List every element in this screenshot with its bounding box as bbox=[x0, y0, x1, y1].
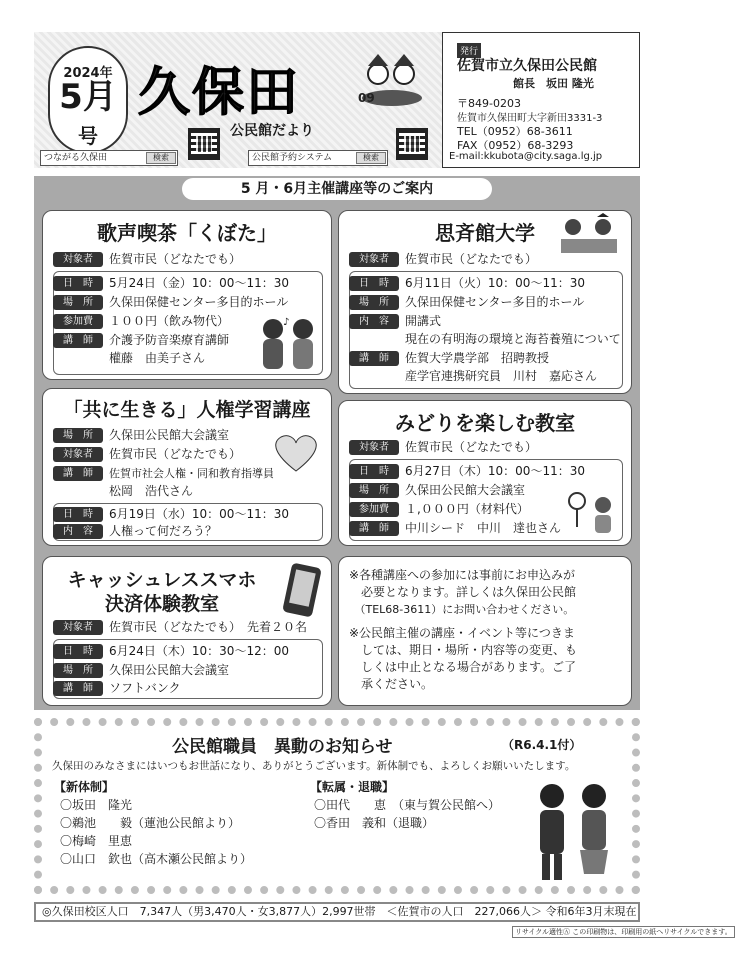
publisher-director: 館長 坂田 隆光 bbox=[513, 77, 594, 90]
card-jinken-gakushu bbox=[42, 388, 332, 546]
svg-text:09: 09 bbox=[358, 91, 375, 105]
card-midori bbox=[338, 400, 632, 546]
lecturer-value: ソフトバンク bbox=[109, 681, 181, 695]
tsunagaru-search-box[interactable] bbox=[40, 150, 178, 166]
lecturer-row bbox=[349, 520, 561, 537]
target-value: 佐賀市民（どなたでも） bbox=[109, 447, 242, 461]
date-row bbox=[53, 506, 289, 523]
date-tag: 日 時 bbox=[349, 276, 399, 291]
date-value: 6月19日（水）10：00～11：30 bbox=[109, 507, 289, 521]
lecturer-tag: 講 師 bbox=[349, 351, 399, 366]
fee-tag: 参加費 bbox=[53, 314, 103, 329]
population-text: ◎久保田校区人口 7,347人（男3,470人・女3,877人）2,997世帯 ＜佐賀市の人口 227,066人＞ 令和6年3月末現在 bbox=[42, 905, 637, 918]
notice-line: しては、期日・場所・内容等の変更、も bbox=[349, 643, 578, 657]
lecturer-row bbox=[53, 680, 181, 697]
card-title: 「共に生きる」人権学習講座 bbox=[63, 399, 311, 421]
date-value: 6月24日（木）10：30～12：00 bbox=[109, 644, 289, 658]
publisher-email[interactable]: E-mail:kkubota@city.saga.lg.jp bbox=[449, 151, 603, 162]
recycle-mark: リサイクル適性Ⓐ この印刷物は、印刷用の紙へリサイクルできます。 bbox=[512, 926, 735, 938]
notice-line: しくは中止となる場合があります。ご了 bbox=[349, 660, 577, 674]
new-staff-item: 〇坂田 隆光 bbox=[60, 798, 133, 812]
target-value: 佐賀市民（どなたでも） bbox=[405, 440, 538, 454]
new-staff-item: 〇梅崎 里恵 bbox=[60, 834, 133, 848]
date-row bbox=[349, 275, 585, 292]
target-tag: 対象者 bbox=[349, 252, 399, 267]
publisher-name: 佐賀市立久保田公民館 bbox=[457, 58, 597, 74]
publisher-fax: FAX（0952）68-3293 bbox=[457, 139, 574, 152]
date-value: 6月27日（木）10：00～11：30 bbox=[405, 464, 585, 478]
date-row bbox=[53, 643, 289, 660]
place-tag: 場 所 bbox=[53, 428, 103, 443]
lecturer-tag: 講 師 bbox=[53, 466, 103, 481]
place-value: 久保田公民館大会議室 bbox=[405, 483, 526, 497]
transfer-heading: 【転属・退職】 bbox=[310, 780, 395, 794]
place-value: 久保田保健センター多目的ホール bbox=[109, 295, 289, 309]
publisher-tel: TEL（0952）68-3611 bbox=[457, 125, 573, 138]
date-tag: 日 時 bbox=[53, 276, 103, 291]
lecturer-row bbox=[349, 350, 549, 367]
staff-title: 公民館職員 異動のお知らせ bbox=[172, 737, 393, 757]
courses-panel bbox=[34, 176, 640, 710]
target-row bbox=[349, 439, 537, 456]
bowing-staff-illustration bbox=[528, 778, 620, 888]
publisher-address: 佐賀市久保田町大字新田3331-3 bbox=[457, 113, 603, 124]
place-row bbox=[349, 482, 525, 499]
courses-section-title: 5 月・6月主催講座等のご案内 bbox=[182, 178, 492, 200]
date-row bbox=[349, 463, 585, 480]
place-tag: 場 所 bbox=[53, 663, 103, 678]
content-tag: 内 容 bbox=[53, 524, 103, 539]
place-value: 久保田公民館大会議室 bbox=[109, 428, 230, 442]
qr-code-tsunagaru[interactable] bbox=[188, 128, 220, 160]
reservation-search-button[interactable]: 検索 bbox=[356, 152, 386, 164]
target-row bbox=[53, 251, 241, 268]
target-tag: 対象者 bbox=[349, 440, 399, 455]
target-tag: 対象者 bbox=[53, 252, 103, 267]
target-value: 佐賀市民（どなたでも） bbox=[405, 252, 538, 266]
notice-line: 必要となります。詳しくは久保田公民館 bbox=[349, 585, 577, 599]
place-value: 久保田保健センター多目的ホール bbox=[405, 295, 585, 309]
publisher-tag: 発行 bbox=[457, 43, 481, 58]
issue-month: 5月 bbox=[59, 77, 117, 117]
card-shisaikan-daigaku bbox=[338, 210, 632, 394]
lecturer-row bbox=[53, 465, 274, 482]
smartphone-illustration bbox=[279, 563, 325, 619]
gardening-illustration bbox=[561, 487, 621, 537]
qr-code-reservation[interactable] bbox=[396, 128, 428, 160]
fee-row bbox=[349, 501, 529, 518]
issue-year: 2024年 bbox=[63, 66, 113, 81]
tsunagaru-label: つながる久保田 bbox=[44, 153, 108, 163]
place-tag: 場 所 bbox=[349, 295, 399, 310]
notice-box bbox=[338, 556, 632, 706]
lecturer-value: 佐賀市社会人権・同和教育指導員 bbox=[109, 467, 274, 480]
target-row bbox=[53, 619, 307, 636]
newsletter-title: 久保田 bbox=[138, 63, 301, 123]
card-title: 思斉館大学 bbox=[435, 221, 535, 245]
place-row bbox=[53, 294, 288, 311]
content-tag: 内 容 bbox=[349, 314, 399, 329]
new-staff-item: 〇鵜池 毅（蓮池公民館より） bbox=[60, 816, 241, 830]
heart-illustration bbox=[265, 425, 327, 477]
lecturer-tag: 講 師 bbox=[53, 681, 103, 696]
place-value: 久保田公民館大会議室 bbox=[109, 663, 230, 677]
newsletter-subtitle: 公民館だより bbox=[230, 123, 314, 139]
transfer-item: 〇田代 恵 （東与賀公民館へ） bbox=[314, 798, 501, 812]
content-detail: 現在の有明海の環境と海苔養殖について bbox=[405, 332, 621, 346]
fee-value: １,０００円（材料代） bbox=[405, 502, 529, 516]
place-tag: 場 所 bbox=[53, 295, 103, 310]
target-value: 佐賀市民（どなたでも） 先着２０名 bbox=[109, 620, 308, 634]
target-row bbox=[53, 446, 241, 463]
students-illustration bbox=[557, 215, 621, 259]
notice-line: ※各種講座への参加には事前にお申込みが bbox=[349, 568, 576, 582]
place-row bbox=[349, 294, 584, 311]
content-row bbox=[53, 523, 217, 540]
card-title-line2: 決済体験教室 bbox=[104, 593, 219, 615]
singers-illustration bbox=[253, 315, 323, 373]
issue-unit: 号 bbox=[78, 124, 98, 148]
content-row bbox=[349, 313, 441, 330]
card-title: 歌声喫茶「くぼた」 bbox=[97, 221, 277, 245]
reservation-label: 公民館予約システム bbox=[252, 153, 333, 163]
content-value: 人権って何だろう？ bbox=[109, 524, 218, 538]
place-row bbox=[53, 662, 229, 679]
lecturer-tag: 講 師 bbox=[53, 333, 103, 348]
lecturer-tag: 講 師 bbox=[349, 521, 399, 536]
notice-line: ※公民館主催の講座・イベント等につきま bbox=[349, 626, 575, 640]
lecturer-value: 介護予防音楽療育講師 bbox=[109, 333, 230, 347]
lecturer-name: 權藤 由美子さん bbox=[109, 351, 206, 365]
fee-tag: 参加費 bbox=[349, 502, 399, 517]
svg-text:♪: ♪ bbox=[283, 317, 290, 328]
notice-line: 承ください。 bbox=[349, 677, 434, 691]
publisher-postal: 〒849-0203 bbox=[457, 97, 521, 110]
notice-line: （TEL68-3611）にお問い合わせください。 bbox=[349, 603, 575, 616]
date-tag: 日 時 bbox=[53, 507, 103, 522]
lecturer-name: 松岡 浩代さん bbox=[109, 484, 194, 498]
place-tag: 場 所 bbox=[349, 483, 399, 498]
lecturer-name: 産学官連携研究員 川村 嘉応さん bbox=[405, 369, 598, 383]
place-row bbox=[53, 427, 229, 444]
new-staff-item: 〇山口 欽也（高木瀬公民館より） bbox=[60, 852, 253, 866]
card-utagoe-kissa bbox=[42, 210, 332, 380]
lecturer-row bbox=[53, 332, 229, 349]
staff-intro: 久保田のみなさまにはいつもお世話になり、ありがとうございます。新体制でも、よろしくお願いいたします。 bbox=[52, 760, 576, 772]
masthead bbox=[34, 32, 640, 168]
fee-row bbox=[53, 313, 229, 330]
mascot-illustration bbox=[354, 48, 430, 108]
date-row bbox=[53, 275, 289, 292]
date-value: 5月24日（金）10：00～11：30 bbox=[109, 276, 289, 290]
issue-badge bbox=[48, 46, 128, 154]
date-tag: 日 時 bbox=[53, 644, 103, 659]
population-bar bbox=[34, 902, 640, 922]
date-value: 6月11日（火）10：00～11：30 bbox=[405, 276, 585, 290]
card-title-line1: キャッシュレススマホ bbox=[67, 569, 257, 591]
content-value: 開講式 bbox=[405, 314, 442, 328]
fee-value: １００円（飲み物代） bbox=[109, 314, 230, 328]
lecturer-value: 中川シード 中川 達也さん bbox=[405, 521, 562, 535]
target-tag: 対象者 bbox=[53, 620, 103, 635]
reservation-search-box[interactable] bbox=[248, 150, 388, 166]
target-tag: 対象者 bbox=[53, 447, 103, 462]
tsunagaru-search-button[interactable]: 検索 bbox=[146, 152, 176, 164]
lecturer-value: 佐賀大学農学部 招聘教授 bbox=[405, 351, 550, 365]
publisher-box bbox=[442, 32, 640, 168]
card-title: みどりを楽しむ教室 bbox=[395, 411, 575, 435]
target-value: 佐賀市民（どなたでも） bbox=[109, 252, 242, 266]
card-cashless bbox=[42, 556, 332, 706]
date-tag: 日 時 bbox=[349, 464, 399, 479]
new-staff-heading: 【新体制】 bbox=[54, 780, 115, 794]
transfer-item: 〇香田 義和（退職） bbox=[314, 816, 435, 830]
target-row bbox=[349, 251, 537, 268]
staff-date: （R6.4.1付） bbox=[502, 738, 582, 752]
staff-announcement bbox=[34, 718, 640, 894]
